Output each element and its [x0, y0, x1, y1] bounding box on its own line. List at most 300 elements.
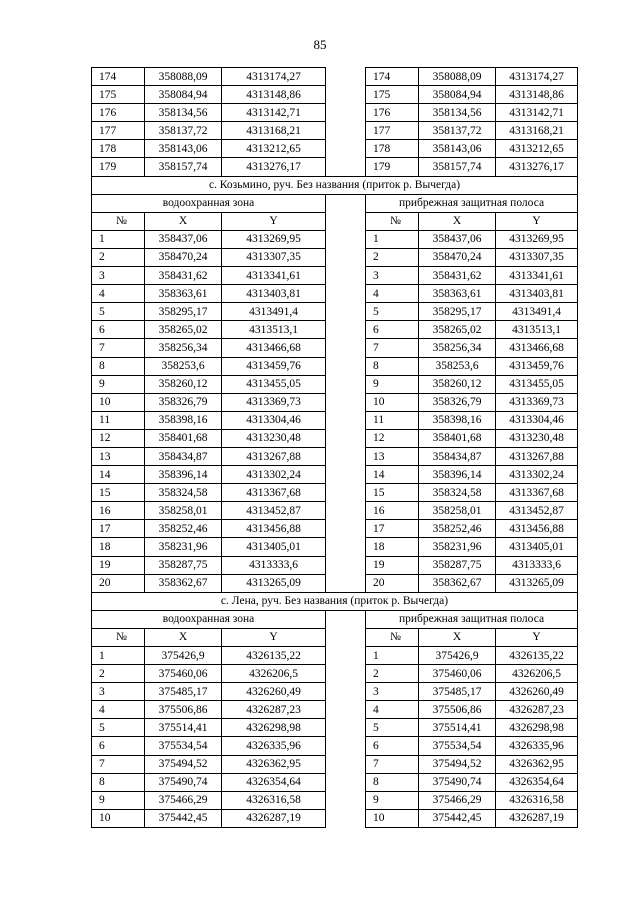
point-number-cell: 7	[92, 339, 145, 357]
column-gap	[326, 556, 366, 574]
point-number-cell: 7	[92, 755, 145, 773]
y-coordinate-cell: 4326335,96	[222, 737, 326, 755]
x-coordinate-cell: 358253,6	[419, 357, 496, 375]
x-coordinate-cell: 358295,17	[145, 303, 222, 321]
x-coordinate-cell: 358231,96	[145, 538, 222, 556]
x-coordinate-cell: 375534,54	[419, 737, 496, 755]
y-coordinate-cell: 4313168,21	[496, 122, 578, 140]
table-row	[92, 466, 578, 484]
column-header-row	[92, 212, 578, 230]
column-gap	[326, 375, 366, 393]
x-coordinate-cell: 358326,79	[145, 393, 222, 411]
point-number-cell: 3	[366, 683, 419, 701]
point-number-cell: 6	[92, 321, 145, 339]
point-number-cell: 19	[366, 556, 419, 574]
x-coordinate-cell: 358157,74	[145, 158, 222, 176]
y-coordinate-cell: 4313142,71	[496, 104, 578, 122]
table-row	[92, 701, 578, 719]
x-coordinate-cell: 375494,52	[419, 755, 496, 773]
x-coordinate-cell: 358398,16	[145, 411, 222, 429]
column-gap	[326, 248, 366, 266]
table-row	[92, 429, 578, 447]
table-row	[92, 158, 578, 176]
x-coordinate-cell: 375506,86	[419, 701, 496, 719]
point-number-cell: 175	[366, 86, 419, 104]
y-coordinate-cell: 4313265,09	[496, 574, 578, 592]
x-coordinate-cell: 358137,72	[145, 122, 222, 140]
x-coordinate-cell: 358437,06	[419, 230, 496, 248]
point-number-cell: 11	[366, 411, 419, 429]
column-gap	[326, 701, 366, 719]
point-number-cell: 13	[366, 447, 419, 465]
point-number-cell: 2	[366, 248, 419, 266]
point-number-cell: 18	[92, 538, 145, 556]
water-protection-zone-title: водоохранная зона	[92, 610, 326, 628]
point-number-cell: 4	[366, 285, 419, 303]
point-number-cell: 4	[92, 701, 145, 719]
column-gap	[326, 466, 366, 484]
y-coordinate-cell: 4313212,65	[496, 140, 578, 158]
header-x: X	[145, 212, 222, 230]
y-coordinate-cell: 4326316,58	[222, 791, 326, 809]
y-coordinate-cell: 4313212,65	[222, 140, 326, 158]
table-row	[92, 683, 578, 701]
x-coordinate-cell: 358434,87	[145, 447, 222, 465]
x-coordinate-cell: 358143,06	[419, 140, 496, 158]
column-gap	[326, 755, 366, 773]
point-number-cell: 10	[366, 809, 419, 827]
column-gap	[326, 339, 366, 357]
y-coordinate-cell: 4326287,19	[496, 809, 578, 827]
y-coordinate-cell: 4313459,76	[496, 357, 578, 375]
point-number-cell: 178	[366, 140, 419, 158]
point-number-cell: 4	[366, 701, 419, 719]
x-coordinate-cell: 358258,01	[419, 502, 496, 520]
y-coordinate-cell: 4313304,46	[222, 411, 326, 429]
x-coordinate-cell: 358088,09	[145, 68, 222, 86]
y-coordinate-cell: 4313307,35	[222, 248, 326, 266]
y-coordinate-cell: 4313452,87	[496, 502, 578, 520]
table-row	[92, 665, 578, 683]
x-coordinate-cell: 358084,94	[419, 86, 496, 104]
x-coordinate-cell: 358401,68	[419, 429, 496, 447]
table-row	[92, 755, 578, 773]
column-gap	[326, 68, 366, 86]
y-coordinate-cell: 4313276,17	[496, 158, 578, 176]
point-number-cell: 176	[92, 104, 145, 122]
point-number-cell: 2	[92, 665, 145, 683]
point-number-cell: 16	[92, 502, 145, 520]
x-coordinate-cell: 358265,02	[419, 321, 496, 339]
point-number-cell: 15	[366, 484, 419, 502]
table-row	[92, 230, 578, 248]
y-coordinate-cell: 4326298,98	[222, 719, 326, 737]
point-number-cell: 5	[366, 303, 419, 321]
y-coordinate-cell: 4313367,68	[496, 484, 578, 502]
y-coordinate-cell: 4313276,17	[222, 158, 326, 176]
column-gap	[326, 719, 366, 737]
column-gap	[326, 194, 366, 212]
header-number: №	[92, 212, 145, 230]
table-row	[92, 303, 578, 321]
y-coordinate-cell: 4313405,01	[496, 538, 578, 556]
column-gap	[326, 122, 366, 140]
point-number-cell: 6	[366, 321, 419, 339]
x-coordinate-cell: 358396,14	[145, 466, 222, 484]
zone-title-row	[92, 610, 578, 628]
point-number-cell: 7	[366, 755, 419, 773]
column-gap	[326, 303, 366, 321]
y-coordinate-cell: 4313267,88	[222, 447, 326, 465]
table-row	[92, 285, 578, 303]
column-gap	[326, 429, 366, 447]
x-coordinate-cell: 358431,62	[419, 267, 496, 285]
x-coordinate-cell: 375442,45	[145, 809, 222, 827]
y-coordinate-cell: 4313455,05	[496, 375, 578, 393]
y-coordinate-cell: 4326135,22	[222, 647, 326, 665]
column-gap	[326, 411, 366, 429]
point-number-cell: 7	[366, 339, 419, 357]
table-row	[92, 104, 578, 122]
y-coordinate-cell: 4313269,95	[222, 230, 326, 248]
point-number-cell: 12	[366, 429, 419, 447]
point-number-cell: 1	[92, 230, 145, 248]
table-row	[92, 737, 578, 755]
x-coordinate-cell: 358252,46	[419, 520, 496, 538]
coordinates-table-body	[92, 68, 578, 828]
table-row	[92, 140, 578, 158]
table-row	[92, 773, 578, 791]
column-gap	[326, 158, 366, 176]
y-coordinate-cell: 4326298,98	[496, 719, 578, 737]
column-gap	[326, 357, 366, 375]
column-gap	[326, 773, 366, 791]
column-gap	[326, 285, 366, 303]
point-number-cell: 9	[92, 375, 145, 393]
point-number-cell: 175	[92, 86, 145, 104]
x-coordinate-cell: 375426,9	[419, 647, 496, 665]
y-coordinate-cell: 4313304,46	[496, 411, 578, 429]
x-coordinate-cell: 375466,29	[145, 791, 222, 809]
column-gap	[326, 520, 366, 538]
point-number-cell: 2	[366, 665, 419, 683]
page-number: 85	[313, 37, 327, 52]
table-row	[92, 791, 578, 809]
y-coordinate-cell: 4313265,09	[222, 574, 326, 592]
x-coordinate-cell: 358437,06	[145, 230, 222, 248]
table-row	[92, 375, 578, 393]
point-number-cell: 10	[366, 393, 419, 411]
column-gap	[326, 665, 366, 683]
y-coordinate-cell: 4313269,95	[496, 230, 578, 248]
x-coordinate-cell: 358143,06	[145, 140, 222, 158]
x-coordinate-cell: 358157,74	[419, 158, 496, 176]
column-gap	[326, 212, 366, 230]
column-gap	[326, 809, 366, 827]
y-coordinate-cell: 4313174,27	[222, 68, 326, 86]
point-number-cell: 20	[366, 574, 419, 592]
point-number-cell: 14	[366, 466, 419, 484]
y-coordinate-cell: 4313333,6	[222, 556, 326, 574]
y-coordinate-cell: 4326287,23	[222, 701, 326, 719]
table-row	[92, 556, 578, 574]
x-coordinate-cell: 358363,61	[419, 285, 496, 303]
y-coordinate-cell: 4313403,81	[222, 285, 326, 303]
x-coordinate-cell: 375490,74	[145, 773, 222, 791]
table-row	[92, 484, 578, 502]
table-row	[92, 357, 578, 375]
x-coordinate-cell: 358287,75	[145, 556, 222, 574]
table-row	[92, 520, 578, 538]
y-coordinate-cell: 4326206,5	[496, 665, 578, 683]
column-gap	[326, 393, 366, 411]
table-row	[92, 809, 578, 827]
x-coordinate-cell: 358362,67	[145, 574, 222, 592]
point-number-cell: 20	[92, 574, 145, 592]
x-coordinate-cell: 375426,9	[145, 647, 222, 665]
point-number-cell: 1	[92, 647, 145, 665]
table-row	[92, 538, 578, 556]
header-y: Y	[222, 628, 326, 646]
x-coordinate-cell: 375506,86	[145, 701, 222, 719]
table-row	[92, 68, 578, 86]
column-gap	[326, 230, 366, 248]
y-coordinate-cell: 4313369,73	[496, 393, 578, 411]
table-row	[92, 267, 578, 285]
y-coordinate-cell: 4313455,05	[222, 375, 326, 393]
y-coordinate-cell: 4313302,24	[496, 466, 578, 484]
x-coordinate-cell: 358137,72	[419, 122, 496, 140]
table-row	[92, 647, 578, 665]
point-number-cell: 1	[366, 647, 419, 665]
x-coordinate-cell: 358396,14	[419, 466, 496, 484]
x-coordinate-cell: 358363,61	[145, 285, 222, 303]
point-number-cell: 8	[92, 357, 145, 375]
y-coordinate-cell: 4313168,21	[222, 122, 326, 140]
x-coordinate-cell: 375485,17	[419, 683, 496, 701]
x-coordinate-cell: 358134,56	[145, 104, 222, 122]
x-coordinate-cell: 358084,94	[145, 86, 222, 104]
column-gap	[326, 610, 366, 628]
column-gap	[326, 683, 366, 701]
x-coordinate-cell: 358398,16	[419, 411, 496, 429]
x-coordinate-cell: 375460,06	[145, 665, 222, 683]
table-row	[92, 321, 578, 339]
point-number-cell: 179	[366, 158, 419, 176]
y-coordinate-cell: 4313142,71	[222, 104, 326, 122]
table-row	[92, 86, 578, 104]
y-coordinate-cell: 4326354,64	[222, 773, 326, 791]
point-number-cell: 14	[92, 466, 145, 484]
x-coordinate-cell: 375485,17	[145, 683, 222, 701]
x-coordinate-cell: 375490,74	[419, 773, 496, 791]
water-protection-zone-title: водоохранная зона	[92, 194, 326, 212]
point-number-cell: 10	[92, 809, 145, 827]
y-coordinate-cell: 4313513,1	[496, 321, 578, 339]
column-gap	[326, 267, 366, 285]
x-coordinate-cell: 375534,54	[145, 737, 222, 755]
y-coordinate-cell: 4313456,88	[222, 520, 326, 538]
header-x: X	[419, 628, 496, 646]
section-title-row	[92, 176, 578, 194]
header-y: Y	[496, 628, 578, 646]
y-coordinate-cell: 4313341,61	[496, 267, 578, 285]
y-coordinate-cell: 4326354,64	[496, 773, 578, 791]
x-coordinate-cell: 358088,09	[419, 68, 496, 86]
y-coordinate-cell: 4313174,27	[496, 68, 578, 86]
point-number-cell: 5	[366, 719, 419, 737]
point-number-cell: 11	[92, 411, 145, 429]
point-number-cell: 15	[92, 484, 145, 502]
x-coordinate-cell: 358253,6	[145, 357, 222, 375]
section-title-row	[92, 592, 578, 610]
y-coordinate-cell: 4313307,35	[496, 248, 578, 266]
y-coordinate-cell: 4313452,87	[222, 502, 326, 520]
x-coordinate-cell: 358470,24	[419, 248, 496, 266]
x-coordinate-cell: 375466,29	[419, 791, 496, 809]
y-coordinate-cell: 4313148,86	[496, 86, 578, 104]
table-row	[92, 502, 578, 520]
y-coordinate-cell: 4313230,48	[222, 429, 326, 447]
point-number-cell: 178	[92, 140, 145, 158]
point-number-cell: 3	[92, 683, 145, 701]
y-coordinate-cell: 4313491,4	[222, 303, 326, 321]
y-coordinate-cell: 4326260,49	[222, 683, 326, 701]
point-number-cell: 17	[366, 520, 419, 538]
y-coordinate-cell: 4313513,1	[222, 321, 326, 339]
y-coordinate-cell: 4326287,23	[496, 701, 578, 719]
y-coordinate-cell: 4313459,76	[222, 357, 326, 375]
x-coordinate-cell: 358258,01	[145, 502, 222, 520]
column-header-row	[92, 628, 578, 646]
section-title: с. Лена, руч. Без названия (приток р. Вычегда)	[92, 592, 578, 610]
table-row	[92, 339, 578, 357]
header-x: X	[419, 212, 496, 230]
table-row	[92, 122, 578, 140]
y-coordinate-cell: 4313367,68	[222, 484, 326, 502]
point-number-cell: 2	[92, 248, 145, 266]
point-number-cell: 18	[366, 538, 419, 556]
header-number: №	[366, 212, 419, 230]
table-row	[92, 447, 578, 465]
y-coordinate-cell: 4326335,96	[496, 737, 578, 755]
point-number-cell: 177	[92, 122, 145, 140]
column-gap	[326, 538, 366, 556]
y-coordinate-cell: 4313369,73	[222, 393, 326, 411]
column-gap	[326, 447, 366, 465]
zone-title-row	[92, 194, 578, 212]
point-number-cell: 176	[366, 104, 419, 122]
x-coordinate-cell: 358134,56	[419, 104, 496, 122]
column-gap	[326, 502, 366, 520]
x-coordinate-cell: 358431,62	[145, 267, 222, 285]
header-number: №	[366, 628, 419, 646]
header-number: №	[92, 628, 145, 646]
column-gap	[326, 791, 366, 809]
coastal-protection-strip-title: прибрежная защитная полоса	[366, 610, 578, 628]
x-coordinate-cell: 358324,58	[419, 484, 496, 502]
x-coordinate-cell: 358260,12	[145, 375, 222, 393]
point-number-cell: 12	[92, 429, 145, 447]
x-coordinate-cell: 375442,45	[419, 809, 496, 827]
y-coordinate-cell: 4326362,95	[496, 755, 578, 773]
x-coordinate-cell: 375494,52	[145, 755, 222, 773]
table-row	[92, 411, 578, 429]
y-coordinate-cell: 4313230,48	[496, 429, 578, 447]
x-coordinate-cell: 358295,17	[419, 303, 496, 321]
y-coordinate-cell: 4313491,4	[496, 303, 578, 321]
x-coordinate-cell: 358434,87	[419, 447, 496, 465]
column-gap	[326, 321, 366, 339]
point-number-cell: 9	[92, 791, 145, 809]
y-coordinate-cell: 4313466,68	[496, 339, 578, 357]
point-number-cell: 3	[366, 267, 419, 285]
table-row	[92, 248, 578, 266]
point-number-cell: 9	[366, 375, 419, 393]
x-coordinate-cell: 358256,34	[419, 339, 496, 357]
x-coordinate-cell: 358252,46	[145, 520, 222, 538]
point-number-cell: 19	[92, 556, 145, 574]
point-number-cell: 8	[366, 773, 419, 791]
y-coordinate-cell: 4326260,49	[496, 683, 578, 701]
x-coordinate-cell: 358326,79	[419, 393, 496, 411]
y-coordinate-cell: 4313333,6	[496, 556, 578, 574]
table-row	[92, 719, 578, 737]
column-gap	[326, 104, 366, 122]
column-gap	[326, 574, 366, 592]
x-coordinate-cell: 358256,34	[145, 339, 222, 357]
y-coordinate-cell: 4313456,88	[496, 520, 578, 538]
y-coordinate-cell: 4313466,68	[222, 339, 326, 357]
header-x: X	[145, 628, 222, 646]
point-number-cell: 9	[366, 791, 419, 809]
point-number-cell: 6	[92, 737, 145, 755]
column-gap	[326, 737, 366, 755]
y-coordinate-cell: 4326206,5	[222, 665, 326, 683]
x-coordinate-cell: 358287,75	[419, 556, 496, 574]
x-coordinate-cell: 375460,06	[419, 665, 496, 683]
x-coordinate-cell: 375514,41	[419, 719, 496, 737]
point-number-cell: 13	[92, 447, 145, 465]
y-coordinate-cell: 4326135,22	[496, 647, 578, 665]
point-number-cell: 8	[366, 357, 419, 375]
column-gap	[326, 484, 366, 502]
x-coordinate-cell: 358324,58	[145, 484, 222, 502]
section-title: с. Козьмино, руч. Без названия (приток р. Вычегда)	[92, 176, 578, 194]
y-coordinate-cell: 4313341,61	[222, 267, 326, 285]
column-gap	[326, 86, 366, 104]
y-coordinate-cell: 4326287,19	[222, 809, 326, 827]
point-number-cell: 179	[92, 158, 145, 176]
point-number-cell: 5	[92, 719, 145, 737]
x-coordinate-cell: 358470,24	[145, 248, 222, 266]
y-coordinate-cell: 4313148,86	[222, 86, 326, 104]
point-number-cell: 177	[366, 122, 419, 140]
point-number-cell: 4	[92, 285, 145, 303]
column-gap	[326, 647, 366, 665]
coordinates-table	[91, 67, 578, 828]
point-number-cell: 10	[92, 393, 145, 411]
x-coordinate-cell: 375514,41	[145, 719, 222, 737]
y-coordinate-cell: 4326362,95	[222, 755, 326, 773]
x-coordinate-cell: 358362,67	[419, 574, 496, 592]
point-number-cell: 174	[92, 68, 145, 86]
header-y: Y	[222, 212, 326, 230]
point-number-cell: 8	[92, 773, 145, 791]
point-number-cell: 3	[92, 267, 145, 285]
y-coordinate-cell: 4326316,58	[496, 791, 578, 809]
column-gap	[326, 628, 366, 646]
